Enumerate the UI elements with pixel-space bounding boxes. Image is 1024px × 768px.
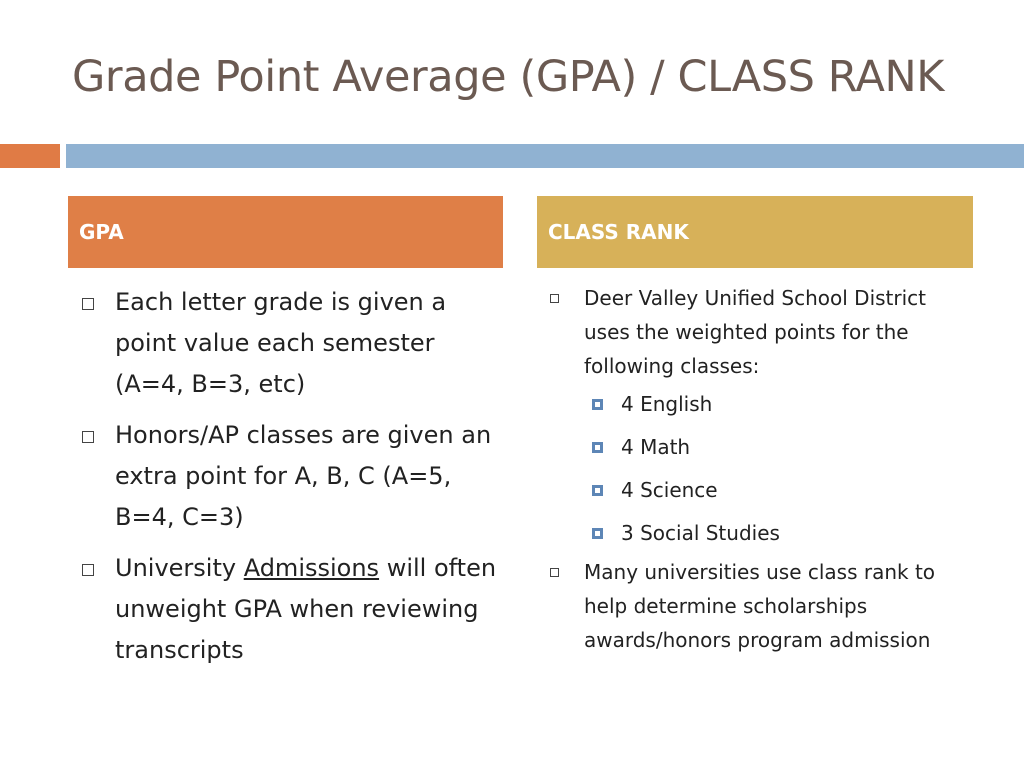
sublist-item-text: 4 Math bbox=[621, 435, 691, 459]
gpa-header-label: GPA bbox=[79, 220, 124, 244]
list-item-text: Many universities use class rank to help determine scholarships awards/honors program admission bbox=[584, 560, 936, 652]
slide-title: Grade Point Average (GPA) / CLASS RANK bbox=[72, 52, 945, 102]
list-item bbox=[80, 548, 505, 671]
list-item bbox=[548, 281, 968, 555]
gpa-column-header bbox=[68, 196, 503, 268]
square-bullet-icon bbox=[82, 431, 94, 443]
class-rank-header-label: CLASS RANK bbox=[548, 220, 689, 244]
sublist-item bbox=[584, 512, 968, 555]
sublist-item bbox=[584, 383, 968, 426]
gpa-bullet-list bbox=[80, 282, 505, 681]
admissions-link[interactable]: Admissions bbox=[243, 554, 380, 582]
class-rank-bullet-list bbox=[548, 281, 968, 657]
list-item bbox=[80, 415, 505, 538]
sublist-item-text: 4 English bbox=[621, 392, 713, 416]
filled-square-bullet-icon bbox=[592, 442, 603, 453]
square-bullet-icon bbox=[82, 298, 94, 310]
title-accent-bar-blue bbox=[66, 144, 1024, 168]
sublist-item-text: 4 Science bbox=[621, 478, 718, 502]
square-bullet-icon bbox=[82, 564, 94, 576]
list-item bbox=[80, 282, 505, 405]
square-bullet-icon bbox=[550, 294, 559, 303]
list-item-text-before: University bbox=[115, 554, 244, 582]
sublist-item bbox=[584, 426, 968, 469]
sublist-item-text: 3 Social Studies bbox=[621, 521, 780, 545]
list-item-text: Deer Valley Unified School District uses the weighted points for the following classes: bbox=[584, 286, 927, 378]
list-item-text-after: will often unweight GPA when reviewing transcripts bbox=[115, 554, 497, 664]
list-item bbox=[548, 555, 968, 657]
filled-square-bullet-icon bbox=[592, 399, 603, 410]
square-bullet-icon bbox=[550, 568, 559, 577]
weighted-classes-sublist bbox=[584, 383, 968, 555]
list-item-text: Each letter grade is given a point value each semester (A=4, B=3, etc) bbox=[115, 288, 447, 398]
list-item-text: Honors/AP classes are given an extra point for A, B, C (A=5, B=4, C=3) bbox=[115, 421, 492, 531]
filled-square-bullet-icon bbox=[592, 528, 603, 539]
filled-square-bullet-icon bbox=[592, 485, 603, 496]
class-rank-column-header bbox=[537, 196, 973, 268]
sublist-item bbox=[584, 469, 968, 512]
title-accent-bar-orange bbox=[0, 144, 60, 168]
